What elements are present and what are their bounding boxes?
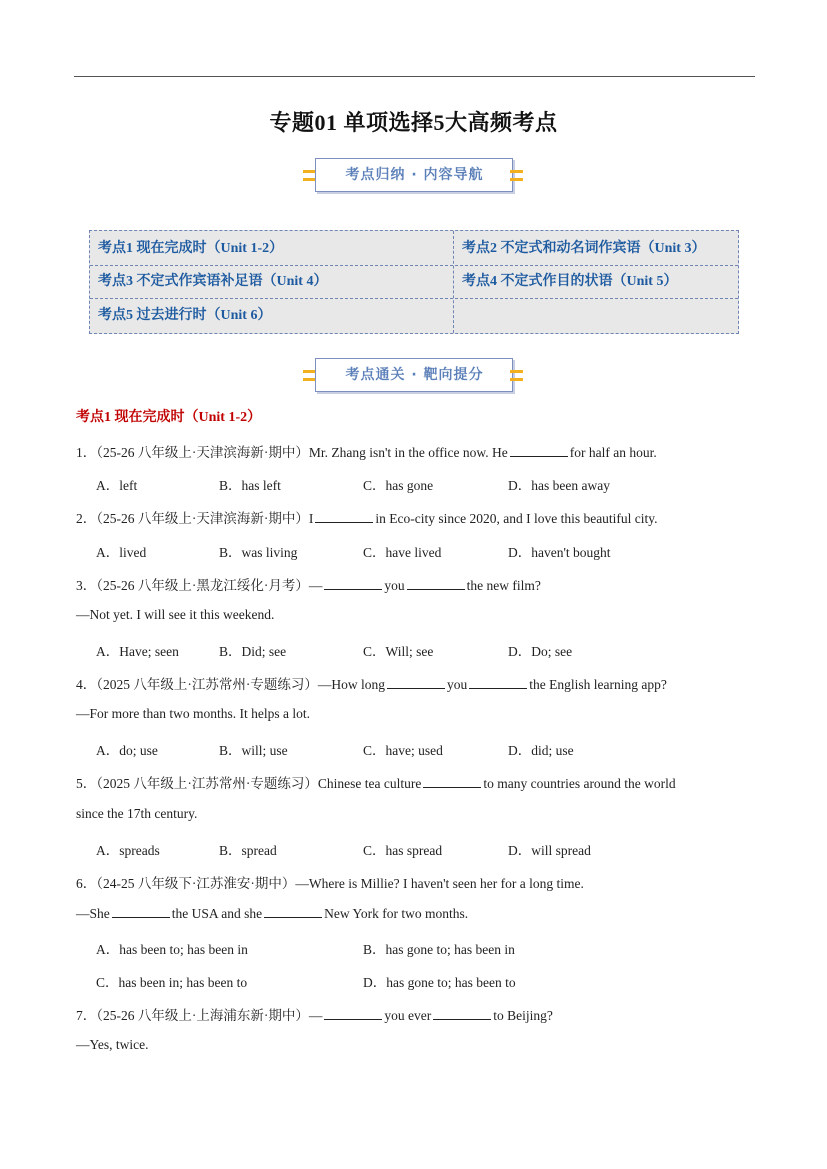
option-b[interactable]: B．was living — [219, 545, 298, 560]
question-text: I — [308, 511, 314, 526]
answer-blank — [433, 1007, 491, 1020]
question-number: 6． — [76, 876, 97, 891]
option-c[interactable]: C．have lived — [363, 545, 442, 560]
question-text: —How long — [317, 677, 385, 692]
answer-blank — [264, 905, 322, 918]
question-6 — [76, 872, 584, 892]
nav-item-2[interactable]: 考点2 不定式和动名词作宾语（Unit 3） — [462, 241, 706, 256]
question-text: — — [308, 578, 323, 593]
question-source: （25-26 八年级上·黑龙江绥化·月考） — [96, 578, 309, 593]
question-reply: —Not yet. I will see it this weekend. — [76, 607, 275, 622]
question-number: 5． — [76, 776, 97, 791]
option-b[interactable]: B．Did; see — [219, 644, 287, 659]
option-d[interactable]: D．Do; see — [508, 644, 573, 659]
question-text: for half an hour. — [569, 445, 657, 460]
question-text: to Beijing? — [493, 1008, 553, 1023]
question-2 — [76, 507, 658, 527]
question-3 — [76, 574, 541, 594]
question-text: you — [384, 578, 405, 593]
answer-blank — [315, 510, 373, 523]
question-1 — [76, 441, 657, 461]
option-a[interactable]: A．lived — [96, 545, 147, 560]
option-c[interactable]: C．Will; see — [363, 644, 434, 659]
question-4 — [76, 673, 667, 693]
question-text: you — [447, 677, 468, 692]
nav-item-3[interactable]: 考点3 不定式作宾语补足语（Unit 4） — [98, 274, 328, 289]
question-7 — [76, 1004, 553, 1024]
answer-blank — [324, 1007, 382, 1020]
question-text: the USA and she — [171, 906, 263, 921]
question-number: 3． — [76, 578, 97, 593]
question-number: 2． — [76, 511, 97, 526]
answer-blank — [469, 676, 527, 689]
banner-right-bar-icon — [510, 178, 523, 181]
question-text: — — [308, 1008, 323, 1023]
question-source: （2025 八年级上·江苏常州·专题练习） — [96, 776, 318, 791]
practice-banner — [303, 358, 523, 394]
header-rule — [74, 76, 755, 77]
question-text: to many countries around the world — [483, 776, 676, 791]
banner-right-bar-icon — [510, 170, 523, 173]
section-heading: 考点1 现在完成时（Unit 1-2） — [76, 410, 262, 425]
question-number: 7． — [76, 1008, 97, 1023]
question-reply: —Yes, twice. — [76, 1037, 149, 1052]
option-a[interactable]: A．Have; seen — [96, 644, 179, 659]
question-text: Chinese tea culture — [317, 776, 422, 791]
answer-blank — [324, 577, 382, 590]
nav-item-1[interactable]: 考点1 现在完成时（Unit 1-2） — [98, 241, 284, 256]
question-number: 4． — [76, 677, 97, 692]
nav-table — [89, 230, 739, 334]
question-source: （25-26 八年级上·天津滨海新·期中） — [96, 445, 309, 460]
question-reply: —For more than two months. It helps a lot. — [76, 706, 310, 721]
question-text: the English learning app? — [529, 677, 667, 692]
page-title: 专题01 单项选择5大高频考点 — [269, 110, 558, 135]
option-d[interactable]: D．has gone to; has been to — [363, 975, 516, 990]
nav-item-4[interactable]: 考点4 不定式作目的状语（Unit 5） — [462, 274, 678, 289]
option-a[interactable]: A．do; use — [96, 743, 158, 758]
practice-banner-text: 考点通关 · 靶向提分 — [345, 367, 484, 383]
option-b[interactable]: B．has gone to; has been in — [363, 942, 515, 957]
question-source: （25-26 八年级上·天津滨海新·期中） — [96, 511, 309, 526]
option-d[interactable]: D．will spread — [508, 843, 591, 858]
option-a[interactable]: A．spreads — [96, 843, 160, 858]
option-b[interactable]: B．spread — [219, 843, 277, 858]
question-source: （2025 八年级上·江苏常州·专题练习） — [96, 677, 318, 692]
question-continuation: since the 17th century. — [76, 806, 198, 821]
nav-banner-text: 考点归纳 · 内容导航 — [345, 167, 484, 183]
answer-blank — [112, 905, 170, 918]
answer-blank — [387, 676, 445, 689]
option-b[interactable]: B．will; use — [219, 743, 288, 758]
option-a[interactable]: A．left — [96, 478, 138, 493]
option-d[interactable]: D．haven't bought — [508, 545, 611, 560]
nav-banner — [303, 158, 523, 194]
question-5 — [76, 772, 676, 792]
option-c[interactable]: C．has spread — [363, 843, 443, 858]
answer-blank — [510, 444, 568, 457]
question-source: （25-26 八年级上·上海浦东新·期中） — [96, 1008, 309, 1023]
option-c[interactable]: C．has been in; has been to — [96, 975, 248, 990]
option-c[interactable]: C．have; used — [363, 743, 443, 758]
banner-right-bar-icon — [510, 378, 523, 381]
option-d[interactable]: D．did; use — [508, 743, 574, 758]
question-text: New York for two months. — [324, 906, 469, 921]
banner-right-bar-icon — [510, 370, 523, 373]
question-text: —She — [76, 906, 110, 921]
option-a[interactable]: A．has been to; has been in — [96, 942, 248, 957]
option-b[interactable]: B．has left — [219, 478, 281, 493]
question-text: Mr. Zhang isn't in the office now. He — [308, 445, 508, 460]
nav-item-5[interactable]: 考点5 过去进行时（Unit 6） — [98, 308, 272, 323]
question-text: in Eco-city since 2020, and I love this beautiful city. — [375, 511, 658, 526]
question-reply — [76, 905, 468, 922]
answer-blank — [407, 577, 465, 590]
question-source: （24-25 八年级下·江苏淮安·期中） — [96, 876, 296, 891]
question-number: 1． — [76, 445, 97, 460]
option-d[interactable]: D．has been away — [508, 478, 610, 493]
question-text: you ever — [384, 1008, 432, 1023]
question-text: —Where is Millie? I haven't seen her for a long time. — [295, 876, 584, 891]
answer-blank — [423, 775, 481, 788]
option-c[interactable]: C．has gone — [363, 478, 434, 493]
question-text: the new film? — [466, 578, 541, 593]
